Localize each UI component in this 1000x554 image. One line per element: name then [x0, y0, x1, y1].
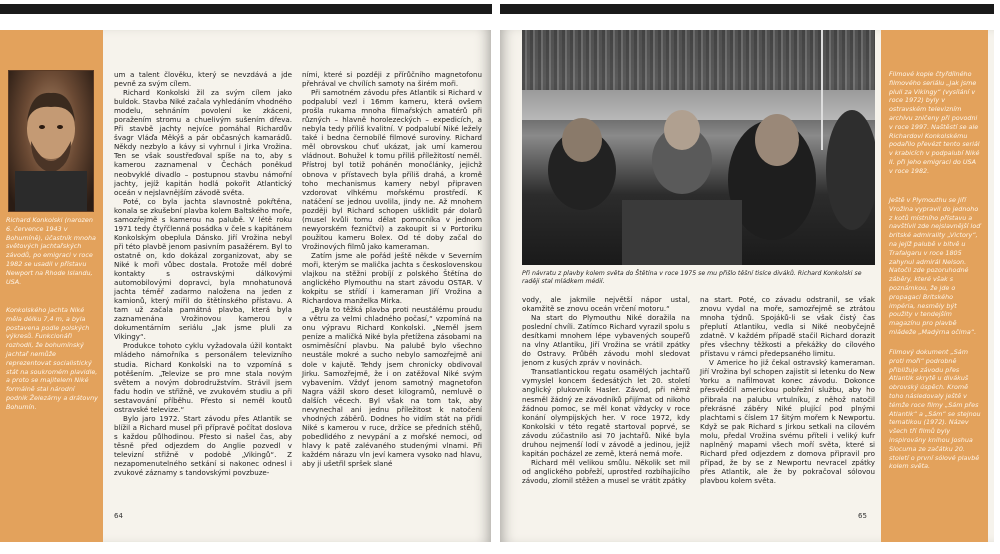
top-binding-right — [500, 4, 994, 14]
photo-caption: Při návratu z plavby kolem světa do Štětína v roce 1975 se mu přišlo těšní tisíce diváků. Richard Konkolski se raději stal mládkem médií. — [522, 270, 862, 286]
paragraph: Zatím jsme ale pořád ještě někde v Severním moři, kterým se malička jachta s československou vlajkou na stěžni probíjí z polského Štětína do anglického Plymouthu na start závodu OSTAR. V kokpitu se střídí i kameraman Jiří Vrožina a Richardova manželka Mirka. — [302, 250, 482, 306]
right-column-1 — [522, 295, 690, 485]
sidebar-paragraph: Filmový dokument „Sám proti moři“ podrobně přibližuje závodu přes Atlantik skrytě u divákuš obrovský úspěch. Kromě toho následovaly ještě v témže roce filmy „Sám přes Atlantik“ a „Sám“ se stejnou tematikou (1972). Název všech tří filmů byly inspirovány knihou Joshua Slocuma ze začátku 20. století o první sólové plavbě kolem světa. — [889, 348, 981, 471]
left-sidebar — [0, 30, 103, 542]
paragraph: V Americe ho již čekal ostravský kameraman. Jiří Vrožina byl schopen zajistit si letenku do New Yorku a nafilmovat konec závodu. Dokonce přesvědčil americkou pobřežní službu, aby ho přibrala na palubu vrtulníku, z něhož natočil překrásné záběry Niké plující pod plnými plachtami s číslem 17 šitým mořem k Newportu. Když se pak Richard s Jirkou setkali na cílovém molu, předal Vrožina svému příteli i veliký kufr naplněný mapami všech moří světa, které si Richard před odjezdem z domova připravil pro případ, že by se z Newportu nevracel zpátky přes Atlantik, ale že by pokračoval sólovou plavbou kolem světa. — [700, 358, 875, 485]
paragraph: Richard Konkolski žil za svým cílem jako buldok. Stavba Niké začala vyhledáním vhodného modelu, sehnáním povolení ke zkáceni, poražením stromu a chuelivým sušením dřeva. Při stavbě jachty nejvíce pomáhal Richardův švagr Vláďa Měkýš a pár občasných kamarádů. Někdy nezbylo a kávy si vyhrnul i Jirka Vrožina. Ten se však soustřeďoval spíše na to, aby s kamerou zaznamenal v Čechách poněkud neobvyklé divadlo – postupnou stavbu námořní jachty, jejíž kapitán hodlá pokořit Atlantický oceán v nejslavnějším závodě světa. — [114, 88, 292, 197]
portrait-photo — [8, 70, 94, 212]
sidebar-paragraph: Ještě v Plymouthu se Jiří Vrožina vypravil do jednoho z kotů místního přístavu a navštívil zde nejslavnější loď britské admirality „Victory“, na jejíž palubě v bitvě u Trafalgaru v roce 1805 zahynul admirál Nelson. Natočil zde pozoruhodné záběry, které však s poznámkou, že jde o propagaci Britského impéria, nesměly být použity v tendejším magazínu pro plavbě mládeže „Madýrna očima“. — [889, 196, 981, 336]
top-binding-left — [0, 4, 492, 14]
people-illustration — [522, 30, 875, 265]
paragraph: Produkce tohoto cyklu vyžadovala úžil kontakt mládeho námořníka s personálem televizního studia. Richard Konkolski na to vzpomíná s potěšením. „Televize se pro mne stala novým světem a novým dobrodružstvím. Strávil jsem fadu hodin ve střižně, ve zvukovém studiu a při sestavování příběhu. Přesto si neměl koutů ostravské televize.“ — [114, 341, 292, 414]
paragraph: Transatlantickou regatu osamělých jachtařů vymyslel koncem šedesátých let 20. století anglický plukovník Hasler. Závod, při němž nesměl žádný ze závodníků přijímat od nikoho žádnou pomoc, se měl konat vždycky v roce konání olympijských her. V roce 1972, kdy Konkolski v této regatě startoval poprvé, se závodu zúčastnilo asi 70 jachtařů. Niké byla druhou nejmenší lodí v závodě a jedinou, jejíž kapitán pocházel ze země, která nemá moře. — [522, 367, 690, 458]
harbor-photo — [522, 30, 875, 265]
paragraph: Na start do Plymouthu Niké doražila na poslední chvíli. Zatímco Richard vyrazil spolu s desítkami mnohem lépe vybavených soupeřů na vlny Atlantiku, Jiří Vrožina se vrátil zpátky do Ostravy. Průběh závodu mohl sledovat jenom z kusých zpráv v novinách. — [522, 313, 690, 368]
left-column-2 — [302, 70, 482, 468]
right-column-2 — [700, 295, 875, 485]
page-number-left: 64 — [114, 512, 123, 520]
sidebar-paragraph: Filmové kopie čtyřdílného filmového seriálu „Jak jsme pluli za Vikingy“ (vysílání v roce 1972) byly v ostravském televizním archivu zničeny při povodni v roce 1997. Naštěstí se ale Richardovi Konkolskému podařilo převézt tento seriál v krabicích v podpalubí Niké II. při jeho emigraci do USA v roce 1982. — [889, 70, 980, 175]
paragraph: Při samotném závodu přes Atlantik si Richard v podpalubí vezl i 16mm kameru, která ovšem prošla rukama mnoha filmařských amatérů při různých – hlavně horolezeckých – expedicích, a nebyla tedy příliš kvalitní. V podpalubí Niké ležely také i bedna černobílé filmové suroviny. Richard měl obrovskou chuť ukázat, jak umí kamerou vládnout. Bohužel k tomu příliš příležitostí neměl. Přístroj byl totiž poháněn monočlánky, jejichž obnova v přístavech byla příliš drahá, a kromě toho mechanismus kamery nebyl připraven vzdorovat vlhkému mořskému prostředí. K natáčení se jednou uvolila, jindy ne. Až mnohem později byl Richard schopen ušklidit pár dolarů (musel kvůli tomu dělat pomocníka v jednom newyorském fezničtví) a zakoupit si v Portoriku použitou kameru Bolex. Od té doby začal do Vrožinových filmů jako kameraman. — [302, 88, 482, 251]
left-column-1 — [114, 70, 292, 477]
paragraph: vody, ale jakmile největší nápor ustal, okamžitě se znovu oceán vrčení motoru.“ — [522, 295, 690, 314]
paragraph: „Byla to těžká plavba proti neustálému proudu a větru za velmi chladného počasí,“ vzpomíná na onu výpravu Richard Konkolski. „Neměl jsem peníze a maličká Niké byla přetížena zásobami na osmiměsíční plavbu. Na palubě bylo všechno neustále mokré a sucho nebylo samozřejmě ani dole v kajutě. Tehdy jsem chronicky obdivoval Jirku. Samozřejmě, že i on zatěžoval Niké svým vybavením. Vždyť jenom samotný magnetofon Nagra vážil skoro deset kilogramů, nemluvě o dalších věcech. Byl však na tom tak, aby nevynechal ani jednu příležitost k natočení vhodných záběrů. Dodnes ho vidím stát na přídi Niké s kamerou v ruce, držíce se předních stěhů, pobedlidého z nevypání a z mořské nemoci, od hlavy k patě zalévaného studenými vlnami. Při každém nárazu vln jeví kamera vysoko nad hlavu, aby ji ušetřil spršek slané — [302, 305, 482, 469]
portrait-illustration — [9, 71, 93, 211]
paragraph: Richard měl velikou smůlu. Několik set mil od anglického pobřeží, uprostřed rozbíhajícího závodu, zlomil stěžen a musel se vrátit zpátky — [522, 457, 690, 485]
boat-caption: Konkolského jachta Niké měla délku 7,4 m, a byla postavena podle polských výkresů. Funkcionáři rozhodli, že bohumínský jachtař nemůže reprezentovat socialistický stát na soukromém plavidle, a proto se majitelem Niké formálně stal národní podnik Železárny a drátovny Bohumín. — [6, 306, 98, 411]
right-sidebar — [881, 30, 988, 542]
paragraph: Poté, co byla jachta slavnostně pokřtěna, konala se zkušební plavba kolem Baltského moře, samozřejmě s kamerou na palubě. V létě roku 1971 tedy čtyřčlenná posádka v čele s kapitánem Konkolským obeplula Dánsko. Jiří Vrožina nebyl při této plavbě jenom pasivním pasažérem. Byl to ostatně on, kdo dokázal zorganizovat, aby se Niké k moři vůbec dostala. Protože měl dobré kontakty s ostravskými dálkovými automobilovými dopravci, byla mnohatunová jachta téměř zadarmo naložena na jeden z kamionů, který mířil do štětínského přístavu. A tam už začala památná plavba, která byla zaznamenána Vrožinovou kamerou v dokumentárním seriálu „Jak jsme pluli za Vikingy“. — [114, 196, 292, 342]
paragraph: Bylo jaro 1972. Start závodu přes Atlantik se blížil a Richard musel při přípravě počítat doslova s každou půlhodinou. Přesto si našel čas, aby těsně před odjezdem do Anglie pozvedl v televizní střižně v podobě „Vikingů“. Z nezapomenutelného setkání si nakonec odnesl i zvukové záznamy s tandovskými povzbuze- — [114, 413, 292, 478]
portrait-caption: Richard Konkolski (narozen 6. července 1943 v Bohumíně), účastník mnoha světových jachtařských závodů, po emigraci v roce 1982 se usadil v přístavu Newport na Rhode Islandu, USA. — [6, 216, 96, 286]
page-number-right: 65 — [858, 512, 867, 520]
right-page — [500, 30, 994, 542]
paragraph: ními, které si později z přírůčního magnetofonu přehrával ve chvílích samoty na širém moři. — [302, 70, 482, 89]
left-page — [0, 30, 491, 542]
paragraph: na start. Poté, co závadu odstranil, se však znovu vydal na moře, samozřejmě se ztrátou mnoha týdnů. Spojáků-li se však čistý čas přeplutí Atlantiku, vedla si Niké neobyčejně zdatně. V každém případě stačil Richard dorazit přes všechny těžkosti a překážky do cílového přístavu v rámci předepsaného limitu. — [700, 295, 875, 359]
paragraph: um a talent člověku, který se nevzdává a jde pevně za svým cílem. — [114, 70, 292, 89]
